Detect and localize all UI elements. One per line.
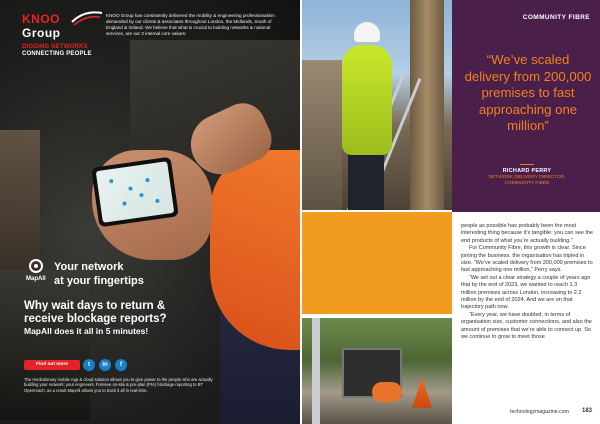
telegraph-pole [410,0,444,210]
street-works-photo [302,318,452,424]
knoo-logo [22,12,98,57]
advert-intro: KNOO Group has consistently delivered the mobility & engineering professionalism demanded by our clients & associates throughout London, the Midlands, South of England & Ireland. We believe that what is crucial to building networks & national services, are our 3 internal core values: [106,13,275,36]
advert-footer-text: The revolutionary mobile App & cloud solution allows you to give power to the people who are actually building your network; your engineers. Foresee on-site & pre-plan (PIA) blockage reporting to BT Openreach, as a result MapAll allows you to track it all in real-time. [24,377,213,393]
orange-color-block [302,212,452,314]
quote-attribution-role [462,175,592,187]
scaffold-frame [312,318,320,424]
app-tagline-2: at your fingertips [54,275,144,287]
safety-helmet [354,22,380,42]
article-paragraph: “We set out a clear strategy a couple of years ago that by the end of 2023, we wanted to reach 1.3 million premises across London, increasing to 2.2 million by the end of 2024. And we are on that trajectory path now. [461,274,591,311]
smartphone [91,157,179,228]
app-tagline-1: Your network [54,261,124,273]
mapall-name: MapAll [26,276,46,282]
tagline-digging: DIGGING NETWORKS [22,44,88,50]
worker-hi-vis [342,45,392,155]
quote-divider [520,164,534,165]
logo-word-knoo: KNOO [22,12,60,26]
article-paragraph: “Every year, we have doubled, in terms of organisation size, customer connections, and also the amount of premises that we’re able to connect up. So we continue to grow to meet those [461,311,592,341]
page-number: 183 [582,408,593,414]
map-screen [96,161,175,223]
section-title: COMMUNITY FIBRE [522,14,590,21]
website-url[interactable]: technologymagazine.com [510,409,569,415]
quote-attribution-name: RICHARD PERRY [502,168,552,174]
social-links [83,359,127,371]
engineer-photo [302,0,452,210]
article-body [461,223,593,342]
twitter-icon[interactable]: t [83,359,95,371]
linkedin-icon[interactable]: in [99,359,111,371]
worker-legs [348,150,384,210]
facebook-icon[interactable]: f [115,359,127,371]
worker-glove [372,382,402,402]
pull-quote-panel [452,0,600,212]
traffic-cone [412,378,432,408]
background-shadow [0,270,90,420]
logo-word-group: Group [22,26,61,40]
advert-subheadline: MapAll does it all in 5 minutes! [24,326,149,336]
article-paragraph: people as possible has probably been the most interesting thing because it’s tangible: you can see the end products of what you’re actually building.” [461,223,593,244]
find-out-more-button[interactable]: Find out more [24,360,80,370]
brick-wall [0,130,40,270]
building [302,60,342,210]
quote-role-line-2: COMMUNITY FIBRE [504,181,550,186]
article-paragraph: For Community Fibre, this growth is clear. Since joining the business, the organisation has tripled in size. “We’ve scaled delivery from 200,000 premises to fast approaching one million,” Perry says. [461,245,593,274]
advert-headline: Why wait days to return & receive blockage reports? [24,300,167,325]
pull-quote: “We’ve scaled delivery from 200,000 premises to fast approaching one million” [464,52,592,133]
quote-role-line-1: NETWORK DELIVERY DIRECTOR, [488,175,566,180]
tagline-connecting: CONNECTING PEOPLE [22,51,92,57]
mapall-logo [26,259,46,289]
location-pin-icon [29,259,43,273]
swoosh-icon [70,10,104,26]
